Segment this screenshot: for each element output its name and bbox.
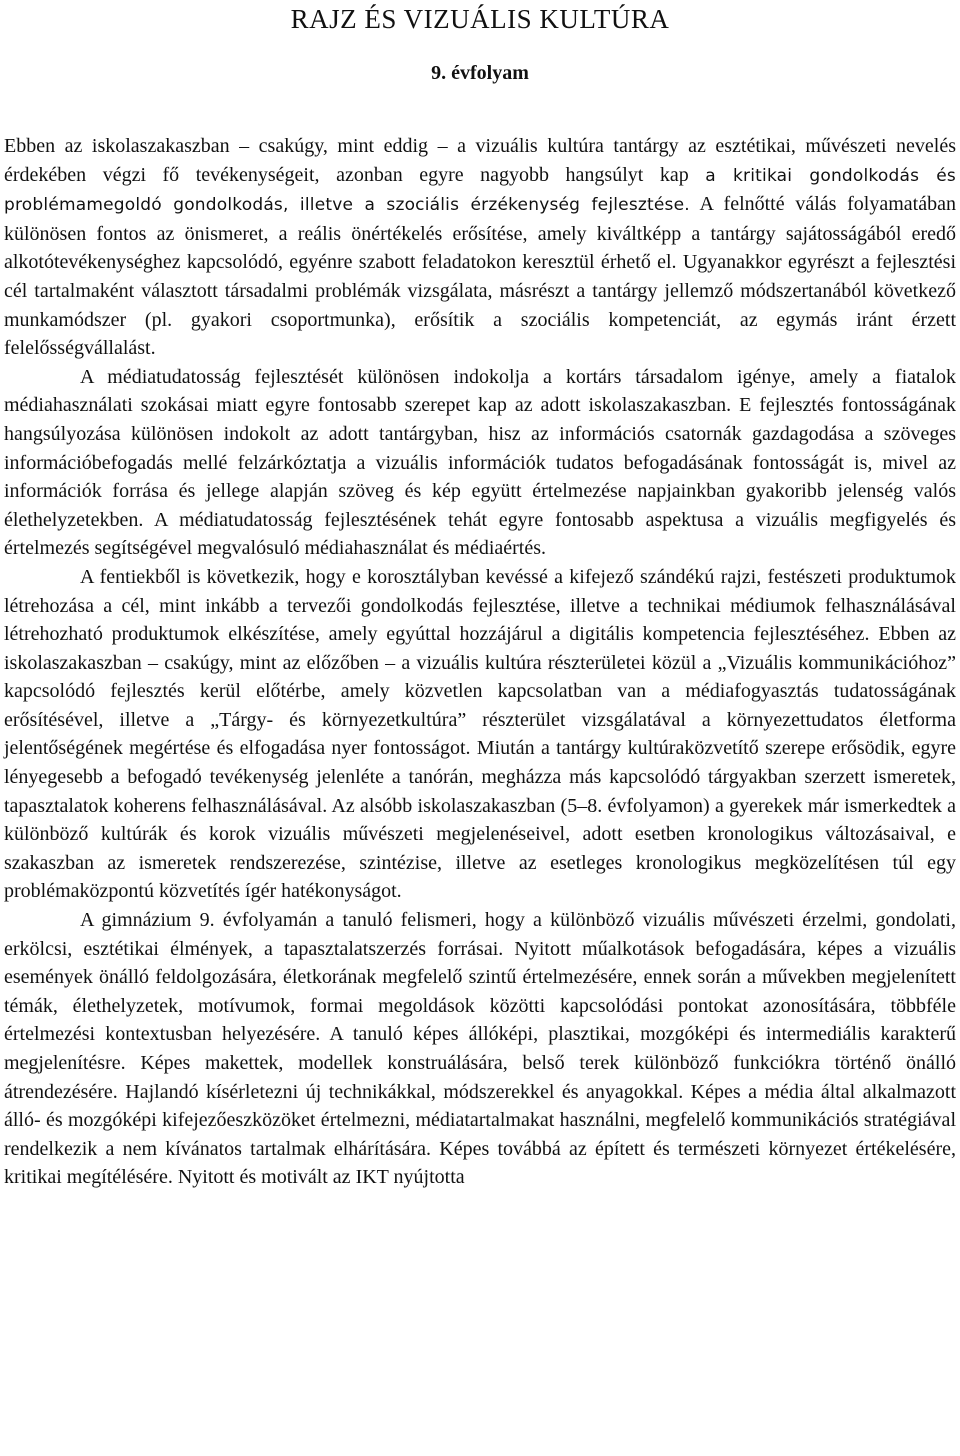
paragraph-1-run-2: a kritikai gondolkodás és problémamegoldó gondolkodás, illetve a szociális érzékenység fejlesztése. <box>4 165 956 216</box>
paragraph-3 <box>4 563 956 906</box>
paragraph-1 <box>4 132 956 363</box>
document-title: RAJZ ÉS VIZUÁLIS KULTÚRA <box>290 4 670 34</box>
paragraph-2 <box>4 363 956 563</box>
paragraph-4 <box>4 906 956 1192</box>
document-subtitle: 9. évfolyam <box>431 62 529 84</box>
paragraph-4-run-1: A gimnázium 9. évfolyamán a tanuló felismeri, hogy a különböző vizuális művészeti érzelmi, gondolati, erkölcsi, esztétikai élmények, a tapasztalatszerzés forrásai. Nyitott műalkotások befogadására, képes a vizuális események önálló feldolgozására, életkorának megfelelő szintű értelmezésére, ennek során a művekben megjelenített témák, élethelyzetek, motívumok, formai megoldások közötti kapcsolódási pontokat azonosítására, többféle értelmezési kontextusban helyezésére. A tanuló képes állóképi, plasztikai, mozgóképi és intermediális karakterű megjelenítésre. Képes makettek, modellek konstruálására, belső terek különböző funkciókra történő önálló átrendezésére. Hajlandó kísérletezni új technikákkal, módszerekkel és anyagokkal. Képes a média által alkalmazott álló- és mozgóképi kifejezőeszközöket értelmezni, médiatartalmakat használni, megfelelő kommunikációs stratégiával rendelkezik a nem kívánatos tartalmak elhárítására. Képes továbbá az épített és természeti környezet értékelésére, kritikai megítélésére. Nyitott és motivált az IKT nyújtotta <box>4 909 956 1189</box>
document-body <box>4 132 956 1192</box>
paragraph-2-run-1: A médiatudatosság fejlesztését különösen indokolja a kortárs társadalom igénye, amely a fiatalok médiahasználati szokásai miatt egyre fontosabb szerepet kap az adott iskolaszakaszban. E fejlesztés fontosságának hangsúlyozása különösen indokolt az adott tantárgyban, hisz az információs csatornák gazdagodása a szöveges információbefogadás mellé felzárkóztatja a vizuális információk tudatos befogadásának fontosságát is, mivel az információk forrása és jellege alapján szöveg és kép együtt értelmezése napjainkban gyakoribb jelenség valós élethelyzetekben. A médiatudatosság fejlesztésének tehát egyre fontosabb aspektusa a vizuális megfigyelés és értelmezés segítségével megvalósuló médiahasználat és médiaértés. <box>4 365 956 560</box>
paragraph-3-run-1: A fentiekből is következik, hogy e korosztályban kevéssé a kifejező szándékú rajzi, festészeti produktumok létrehozása a cél, mint inkább a tervezői gondolkodás fejlesztése, illetve a technikai médiumok felhasználásával létrehozható produktumok elkészítése, amely egyúttal hozzájárul a digitális kompetencia fejlesztéséhez. Ebben az iskolaszakaszban – csakúgy, mint az előzőben – a vizuális kultúra részterületei közül a „Vizuális kommunikációhoz” kapcsolódó fejlesztés kerül előtérbe, amely közvetlen kapcsolatban van a médiafogyasztás tudatosságának erősítésével, illetve a „Tárgy- és környezetkultúra” részterület vizsgálatával a környezettudatos életforma jelentőségének megértése és elfogadása nyer fontosságot. Miután a tantárgy kultúraközvetítő szerepe erősödik, egyre lényegesebb a befogadó tevékenység jelenléte a tanórán, megházza más kapcsolódó tárgyakban szerzett ismeretek, tapasztalatok koherens felhasználásával. Az alsóbb iskolaszakaszban (5–8. évfolyamon) a gyerekek már ismerkedtek a különböző kultúrák és korok vizuális művészeti megjelenéseivel, adott esetben kronologikus változásaival, e szakaszban az ismeretek rendszerezése, szintézise, illetve az esetleges kronologikus megközelítésen túl egy problémaközpontú közvetítés ígér hatékonyságot. <box>4 565 956 903</box>
paragraph-1-run-1: Ebben az iskolaszakaszban – csakúgy, mint eddig – a vizuális kultúra tantárgy az esztétikai, művészeti nevelés érdekében végzi fő tevékenységeit, azonban egyre nagyobb hangsúlyt kap <box>4 135 956 186</box>
paragraph-1-run-3: A felnőtté válás folyamatában különösen fontos az önismeret, a reális önértékelés erősítése, amely kiváltképp a tantárgy sajátosságából eredő alkotótevékenységhez kapcsolódó, egyénre szabott feladatokon keresztül érhető el. Ugyanakkor egyrészt a fejlesztési cél tartalmaként választott társadalmi problémák vizsgálata, másrészt a tantárgy jellemző módszertanából következő munkamódszer (pl. gyakori csoportmunka), erősítik a szociális kompetenciát, az egymás iránt érzett felelősségvállalást. <box>4 193 956 360</box>
